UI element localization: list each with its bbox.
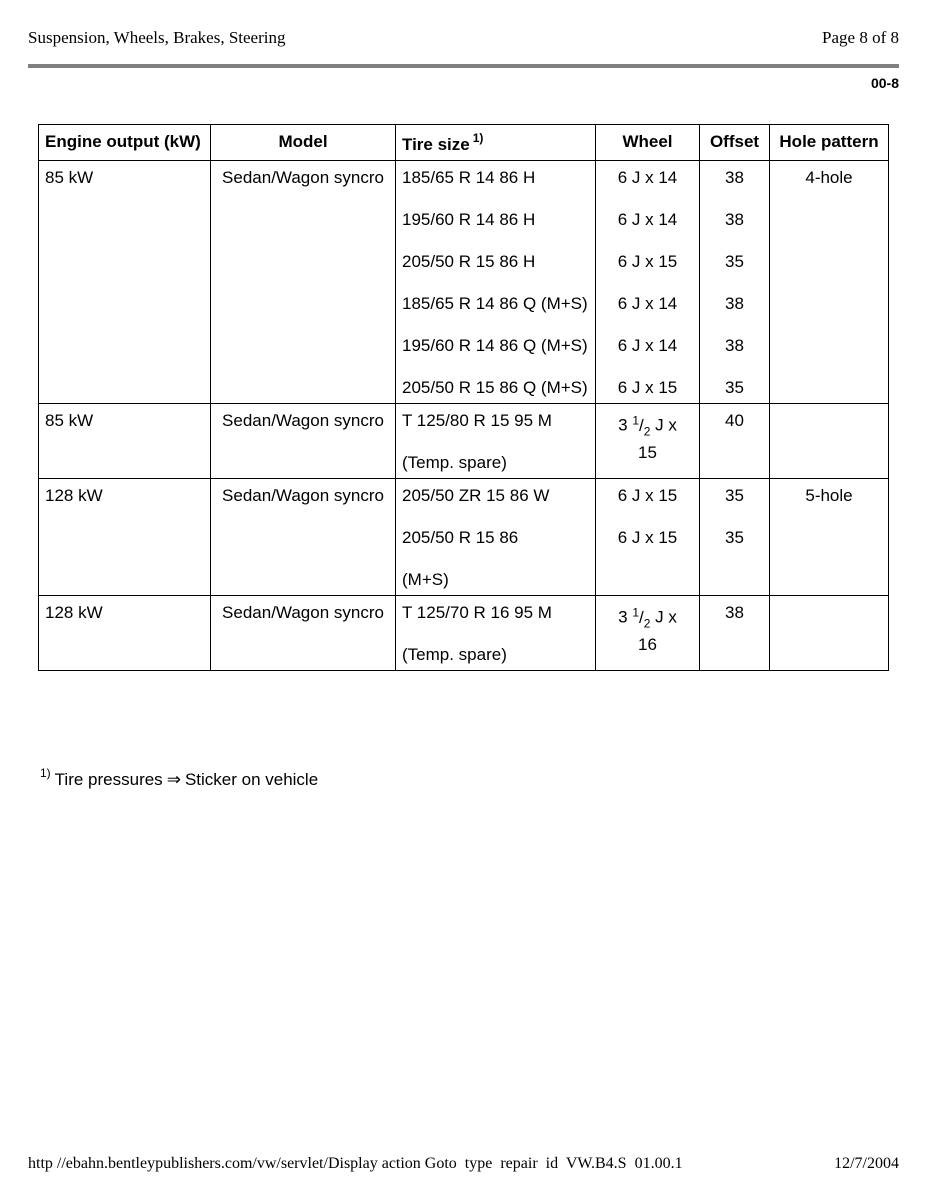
document-title: Suspension, Wheels, Brakes, Steering (28, 28, 286, 47)
offset-value: 35 (725, 378, 744, 397)
header-tire-size (396, 125, 596, 161)
tire-size: 205/50 R 15 86 (402, 528, 519, 547)
wheel-cell (596, 161, 700, 404)
wheel-size (602, 602, 693, 634)
offset-cell: 40 (700, 404, 770, 479)
tire-size-cell (396, 161, 596, 404)
wheel-rest: J x (655, 607, 677, 627)
tire-size: 205/50 ZR 15 86 W (402, 486, 550, 505)
wheel-fraction: $^1/_2$ (632, 605, 651, 631)
tire-size-cell (396, 479, 596, 596)
table-row (39, 404, 889, 479)
wheel-size: 6 J x 14 (617, 168, 678, 187)
hole-pattern-cell: 4-hole (770, 161, 889, 404)
hole-pattern-cell: 5-hole (770, 479, 889, 596)
engine-output-cell: 128 kW (39, 596, 211, 671)
offset-value: 38 (725, 294, 744, 313)
wheel-size: 6 J x 15 (617, 378, 678, 397)
tire-size: 195/60 R 14 86 Q (M+S) (402, 336, 588, 355)
wheel-cell (596, 596, 700, 671)
footnote-mark: 1) (40, 766, 51, 780)
wheel-size: 6 J x 14 (617, 210, 678, 229)
offset-cell (700, 161, 770, 404)
table-row (39, 479, 889, 596)
wheel-size: 6 J x 14 (617, 336, 678, 355)
header-engine-output: Engine output (kW) (39, 125, 211, 161)
wheel-cell (596, 404, 700, 479)
model-cell: Sedan/Wagon syncro (211, 404, 396, 479)
tire-spec-table (38, 124, 889, 671)
footnote-text-after: Sticker on vehicle (184, 770, 319, 789)
wheel-size (602, 410, 693, 442)
hole-pattern-cell (770, 404, 889, 479)
header-offset: Offset (700, 125, 770, 161)
wheel-size: 6 J x 14 (617, 294, 678, 313)
offset-cell: 38 (700, 596, 770, 671)
footnote (40, 766, 319, 790)
tire-size-cell (396, 596, 596, 671)
header-model: Model (211, 125, 396, 161)
tire-size: 195/60 R 14 86 H (402, 210, 536, 229)
wheel-rest: J x (655, 415, 677, 435)
engine-output-cell: 128 kW (39, 479, 211, 596)
fraction-numerator: 1 (632, 413, 639, 427)
source-url: http //ebahn.bentleypublishers.com/vw/servlet/Display action Goto type repair id VW.B4.S 01.00.1 (28, 1155, 683, 1172)
page-footer (28, 1155, 899, 1173)
wheel-fraction: $^1/_2$ (632, 413, 651, 439)
wheel-diameter: 15 (638, 443, 657, 463)
fraction-numerator: 1 (632, 605, 639, 619)
table-header-row (39, 125, 889, 161)
wheel-size: 6 J x 15 (617, 252, 678, 271)
section-number: 00-8 (870, 75, 899, 91)
hole-pattern-cell (770, 596, 889, 671)
tire-size: T 125/70 R 16 95 M (402, 603, 552, 622)
tire-size: 185/65 R 14 86 Q (M+S) (402, 294, 588, 313)
wheel-diameter: 16 (638, 635, 657, 655)
model-cell: Sedan/Wagon syncro (211, 479, 396, 596)
offset-value: 38 (725, 336, 744, 355)
model-cell: Sedan/Wagon syncro (211, 596, 396, 671)
tire-note: (Temp. spare) (402, 645, 507, 664)
offset-value: 38 (725, 168, 744, 187)
wheel-size: 6 J x 15 (617, 486, 678, 505)
offset-cell (700, 479, 770, 596)
offset-value: 35 (725, 486, 744, 505)
wheel-whole: 3 (618, 415, 628, 435)
table-row (39, 596, 889, 671)
tire-size: 185/65 R 14 86 H (402, 168, 536, 187)
print-date: 12/7/2004 (834, 1155, 899, 1172)
fraction-denominator: 2 (643, 616, 651, 631)
tire-size: 205/50 R 15 86 Q (M+S) (402, 378, 588, 397)
footnote-ref: 1) (472, 131, 484, 145)
header-wheel: Wheel (596, 125, 700, 161)
offset-value: 35 (725, 252, 744, 271)
arrow-right-icon: ⇒ (166, 770, 181, 789)
tire-size-cell (396, 404, 596, 479)
engine-output-cell: 85 kW (39, 404, 211, 479)
wheel-size: 6 J x 15 (617, 528, 678, 547)
page-number: Page 8 of 8 (822, 28, 899, 47)
tire-size: 205/50 R 15 86 H (402, 252, 536, 271)
tire-note: (Temp. spare) (402, 453, 507, 472)
wheel-cell (596, 479, 700, 596)
footnote-text-before: Tire pressures (54, 770, 163, 789)
header-rule (28, 64, 899, 68)
header-hole-pattern: Hole pattern (770, 125, 889, 161)
offset-value: 38 (725, 210, 744, 229)
tire-note: (M+S) (402, 570, 449, 589)
model-cell: Sedan/Wagon syncro (211, 161, 396, 404)
offset-value: 35 (725, 528, 744, 547)
engine-output-cell: 85 kW (39, 161, 211, 404)
header-tire-size-label: Tire size (402, 135, 470, 154)
tire-size: T 125/80 R 15 95 M (402, 411, 552, 430)
fraction-denominator: 2 (643, 424, 651, 439)
table-row (39, 161, 889, 404)
wheel-whole: 3 (618, 607, 628, 627)
